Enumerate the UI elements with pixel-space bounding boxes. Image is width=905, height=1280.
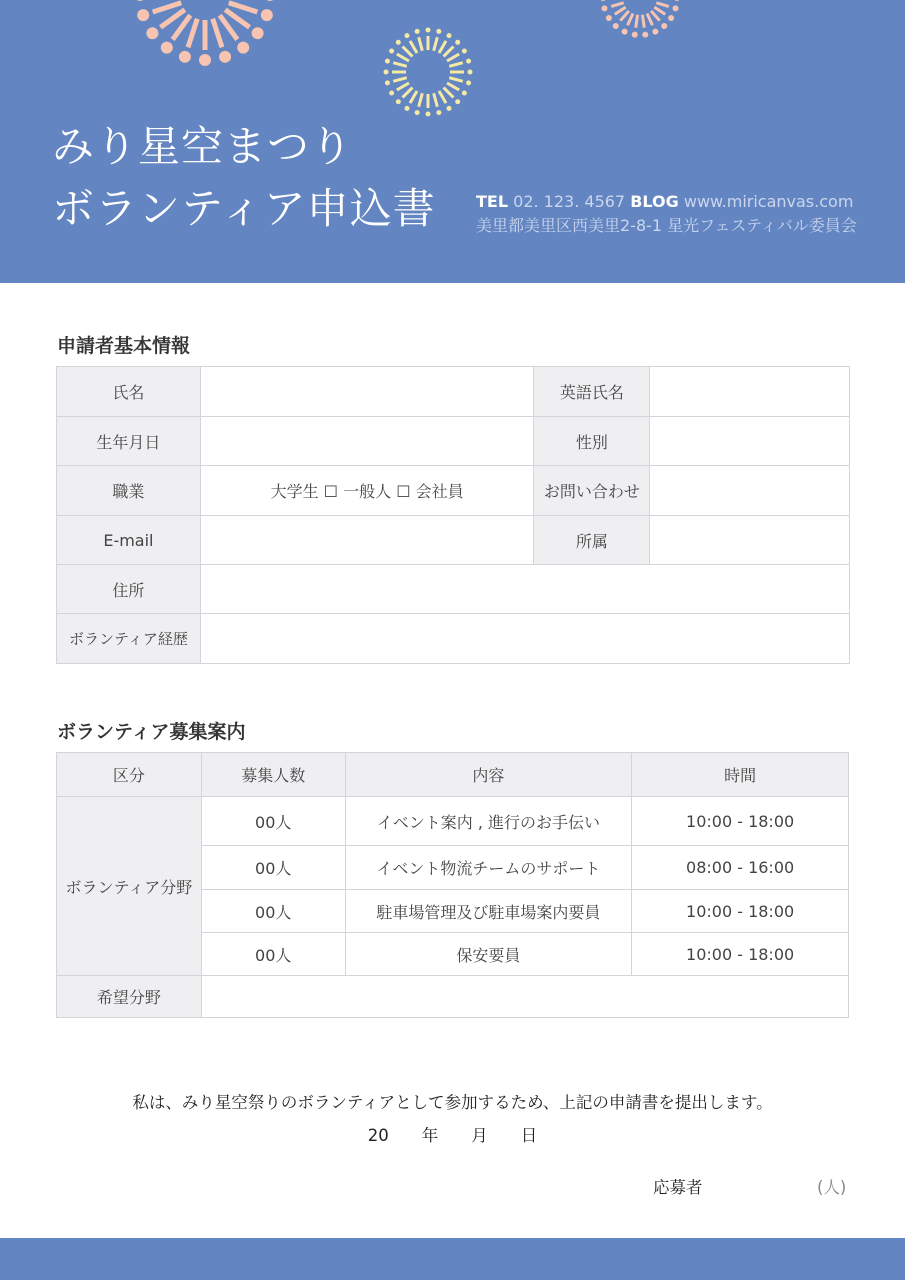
firework-ray: [447, 54, 459, 61]
firework-ray: [419, 93, 423, 107]
firework-ray: [434, 37, 438, 51]
firework-ray: [444, 88, 454, 98]
firework-ray: [153, 3, 182, 12]
contact-info: TEL 02. 123. 4567 BLOG www.miricanvas.com 美里都美里区西美里2-8-1 星光フェスティバル委員会: [476, 190, 857, 238]
firework-ray: [449, 78, 463, 82]
col-header: 内容: [345, 753, 632, 797]
firework-ray: [628, 13, 633, 25]
firework-dot: [237, 42, 249, 54]
label-preferred: 希望分野: [57, 976, 202, 1018]
firework-ray: [615, 7, 626, 14]
affiliation-field[interactable]: [650, 516, 850, 565]
firework-dot: [436, 110, 441, 115]
blog-link[interactable]: www.miricanvas.com: [683, 192, 854, 211]
firework-ray: [393, 78, 407, 82]
content-cell: イベント物流チームのサポート: [345, 846, 632, 890]
firework-dot: [264, 0, 276, 1]
date-line[interactable]: 20 年 月 日: [367, 1126, 538, 1145]
firework-ray: [447, 83, 459, 90]
firework-dot: [137, 9, 149, 21]
content-cell: 保安要員: [345, 933, 632, 976]
gender-field[interactable]: [650, 417, 850, 466]
firework-dot: [462, 91, 467, 96]
firework-ray: [439, 91, 446, 103]
firework-dot: [389, 49, 394, 54]
firework-dot: [601, 5, 607, 11]
firework-dot: [613, 23, 619, 29]
content-cell: 駐車場管理及び駐車場案内要員: [345, 890, 632, 933]
firework-dot: [396, 99, 401, 104]
firework-dot: [384, 70, 389, 75]
firework-dot: [252, 27, 264, 39]
firework-dot: [632, 32, 638, 38]
firework-ray: [620, 11, 629, 21]
firework-dot: [600, 0, 606, 1]
firework-ray: [636, 15, 638, 28]
firework-ray: [393, 63, 407, 67]
label-affiliation: 所属: [534, 516, 650, 565]
firework-dot: [146, 27, 158, 39]
firework-dot: [199, 54, 211, 66]
col-header: 区分: [57, 753, 202, 797]
firework-dot: [466, 59, 471, 64]
firework-ray: [642, 15, 644, 28]
label-history: ボランティア経歴: [57, 614, 201, 664]
count-cell: 00人: [201, 933, 345, 976]
occupation-options[interactable]: 大学生 ☐ 一般人 ☐ 会社員: [200, 466, 534, 516]
firework-dot: [405, 33, 410, 38]
birthdate-field[interactable]: [200, 417, 534, 466]
firework-ray: [419, 37, 423, 51]
time-cell: 08:00 - 16:00: [632, 846, 849, 890]
firework-ray: [403, 88, 413, 98]
label-occupation: 職業: [57, 466, 201, 516]
firework-dot: [179, 51, 191, 63]
firework-dot: [668, 15, 674, 21]
applicant-label: 応募者: [653, 1178, 703, 1197]
firework-ray: [410, 41, 417, 53]
firework-dot: [606, 15, 612, 21]
firework-dot: [385, 59, 390, 64]
count-cell: 00人: [201, 797, 345, 846]
count-cell: 00人: [201, 890, 345, 933]
firework-dot: [161, 42, 173, 54]
address-field[interactable]: [200, 565, 849, 614]
firework-dot: [455, 99, 460, 104]
recruit-heading: ボランティア募集案内: [57, 721, 246, 743]
table-row: [57, 797, 849, 846]
col-header: 募集人数: [201, 753, 345, 797]
address-text: 美里都美里区西美里2-8-1 星光フェスティバル委員会: [476, 216, 857, 235]
firework-dot: [415, 110, 420, 115]
time-cell: 10:00 - 18:00: [632, 890, 849, 933]
label-english-name: 英語氏名: [534, 367, 650, 417]
label-email: E-mail: [57, 516, 201, 565]
firework-dot: [436, 29, 441, 34]
firework-ray: [229, 3, 258, 12]
firework-ray: [403, 47, 413, 57]
firework-ray: [651, 11, 660, 21]
firework-dot: [455, 40, 460, 45]
firework-ray: [397, 54, 409, 61]
label-birthdate: 生年月日: [57, 417, 201, 466]
firework-dot: [219, 51, 231, 63]
firework-ray: [611, 3, 623, 7]
firework-dot: [405, 106, 410, 111]
firework-dot: [134, 0, 146, 1]
firework-ray: [656, 3, 668, 7]
firework-dot: [622, 29, 628, 35]
firework-dot: [447, 33, 452, 38]
firework-ray: [213, 19, 222, 48]
firework-ray: [654, 7, 665, 14]
firework-dot: [426, 28, 431, 33]
firework-dot: [661, 23, 667, 29]
firework-dot: [415, 29, 420, 34]
firework-dot: [447, 106, 452, 111]
firework-dot: [673, 5, 679, 11]
firework-dot: [261, 9, 273, 21]
firework-dot: [642, 32, 648, 38]
english-name-field[interactable]: [650, 367, 850, 417]
email-field[interactable]: [200, 516, 534, 565]
col-header: 時間: [632, 753, 849, 797]
label-gender: 性別: [534, 417, 650, 466]
applicant-heading: 申請者基本情報: [57, 335, 191, 357]
firework-ray: [449, 63, 463, 67]
firework-dot: [462, 49, 467, 54]
firework-dot: [652, 29, 658, 35]
time-cell: 10:00 - 18:00: [632, 797, 849, 846]
time-cell: 10:00 - 18:00: [632, 933, 849, 976]
footer-bar: [0, 1238, 905, 1280]
firework-ray: [647, 13, 652, 25]
header-banner: [0, 0, 905, 283]
firework-ray: [444, 47, 454, 57]
firework-ray: [439, 41, 446, 53]
contact-field[interactable]: [650, 466, 850, 516]
seal-mark: (人): [817, 1178, 847, 1197]
firework-dot: [396, 40, 401, 45]
history-field[interactable]: [200, 614, 849, 664]
page-title: みり星空まつり ボランティア申込書: [52, 122, 436, 233]
recruit-table: [56, 752, 849, 1018]
content-cell: イベント案内 , 進行のお手伝い: [345, 797, 632, 846]
firework-dot: [389, 91, 394, 96]
label-address: 住所: [57, 565, 201, 614]
firework-dot: [674, 0, 680, 1]
preferred-field[interactable]: [201, 976, 848, 1018]
label-contact: お問い合わせ: [534, 466, 650, 516]
firework-dot: [468, 70, 473, 75]
firework-dot: [466, 80, 471, 85]
firework-ray: [434, 93, 438, 107]
firework-dot: [385, 80, 390, 85]
label-name: 氏名: [57, 367, 201, 417]
firework-ray: [410, 91, 417, 103]
firework-ray: [188, 19, 197, 48]
declaration-text: 私は、みり星空祭りのボランティアとして参加するため、上記の申請書を提出します。: [132, 1093, 773, 1112]
category-cell: ボランティア分野: [57, 797, 202, 976]
count-cell: 00人: [201, 846, 345, 890]
applicant-table: [56, 366, 850, 664]
firework-ray: [397, 83, 409, 90]
name-field[interactable]: [200, 367, 534, 417]
